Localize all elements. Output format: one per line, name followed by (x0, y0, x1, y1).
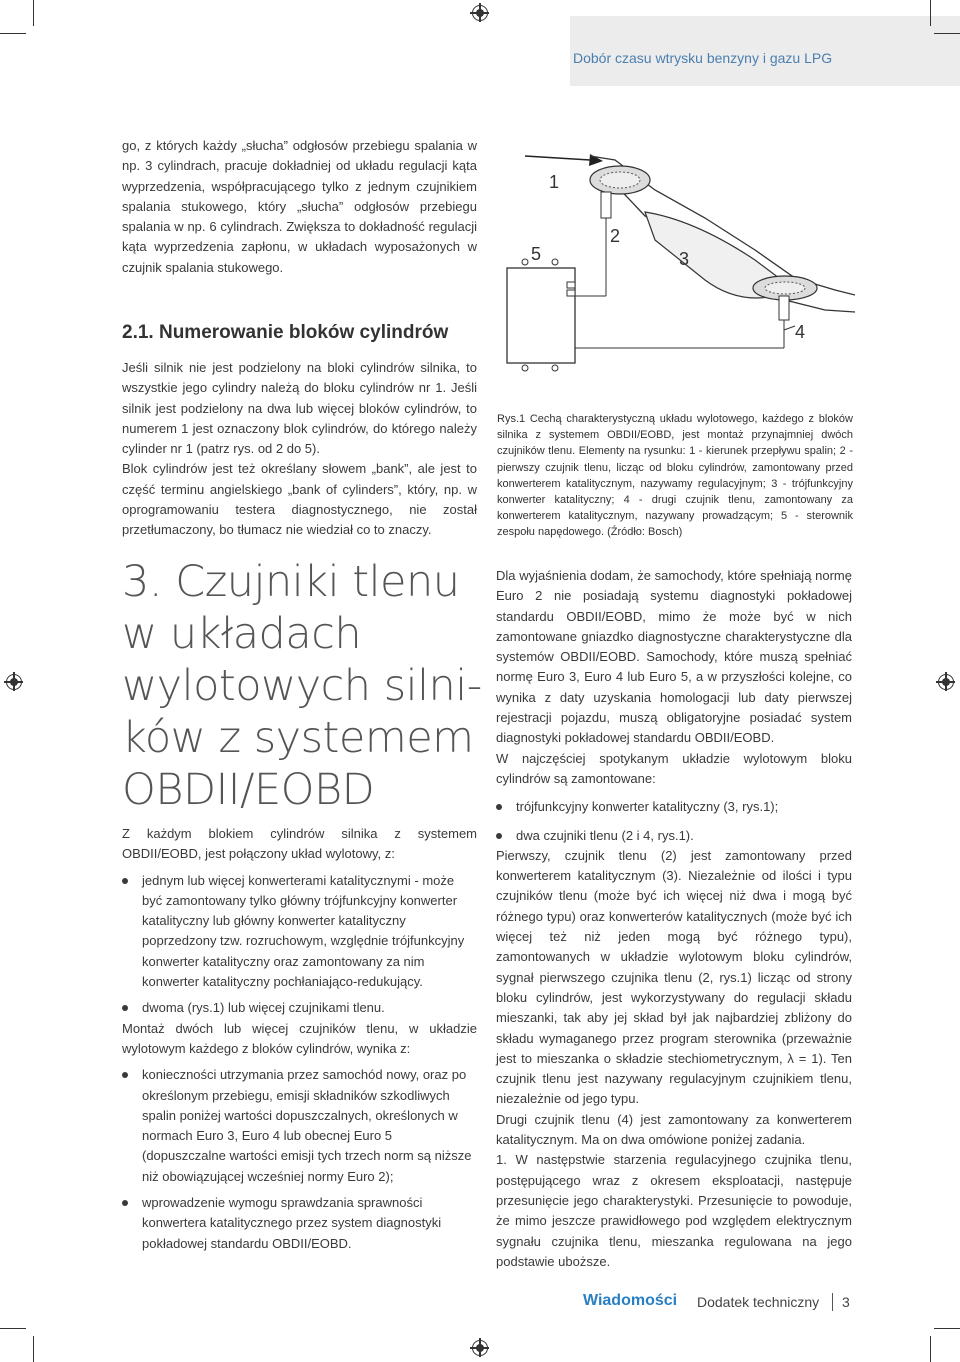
list-text: W następstwie starzenia regulacyjnego czujnika tlenu, postępującego wraz z okresem eksploatacji, następuje przesunięcie jego charakterystyki. Przesunięcie to powoduje, że mimo jeszcze prawidłowego pod względem elektrycznym sygnału czujnika tlenu, mieszanka regulowana na jego podstawie uboższe. (496, 1152, 852, 1269)
exhaust-system-figure (495, 150, 855, 400)
list-item (496, 1150, 852, 1272)
right-paragraph-3: Pierwszy, czujnik tlenu (2) jest zamontowany przed konwerterem katalitycznym (3). Niezależnie od ilości i typu czujników tlenu (może być ich więcej niż dwa i mogą być różnego typu) oraz konwerterów katalitycznych (może być ich więcej też niż jeden mogą być różnego typu), zamontowanych w układzie wylotowym bloku cylindrów, sygnał pierwszego czujnika tlenu (2, rys.1) licząc od strony bloku cylindrów, jest wykorzystywany do regulacji składu mieszanki, tak aby jej skład był jak najbardziej zbliżony do składu wymaganego przez program sterownika (przeważnie jest to mieszanka o składzie stechiometrycznym, λ = 1). Ten czujnik tlenu jest nazywany regulacyjnym czujnikiem tlenu, niezależnie od jego typu. (496, 847, 852, 1107)
sensor-boss-pattern (600, 172, 640, 188)
section-2-1-paragraph-1: Jeśli silnik nie jest podzielony na bloki cylindrów silnika, to wszystkie jego cylindry należą do bloku cylindrów nr 1. Jeśli silnik jest podzielony na dwa lub więcej bloków cylindrów, to numerem 1 jest oznaczony blok cylindrów, do którego należy cylinder nr 1 (patrz rys. od 2 do 5). (122, 360, 477, 457)
registration-mark-icon (472, 5, 488, 21)
crop-mark (934, 1328, 960, 1329)
right-paragraph-2: W najczęściej spotykanym układzie wylotowym bloku cylindrów są zamontowane: (496, 750, 852, 786)
crop-mark (930, 0, 931, 26)
list-number: 1. (496, 1152, 507, 1168)
crop-mark (0, 1328, 26, 1329)
flow-arrow (525, 156, 590, 160)
right-bullets (496, 797, 852, 846)
section-3-title-line: wylotowych silni- (122, 661, 482, 711)
section-2-1-paragraph-2: Blok cylindrów jest też określany słowem „bank”, ale jest to część terminu angielskiego „bank of cylinders”, który, np. w oprogramowaniu testera diagnostycznego, nie został przetłumaczony, bo tłumacz nie wiedział co to znaczy. (122, 461, 477, 538)
section-title-2-1: 2.1. Numerowanie bloków cylindrów (122, 322, 449, 343)
registration-mark-icon (6, 674, 22, 690)
right-paragraph-1: Dla wyjaśnienia dodam, że samochody, które spełniają normę Euro 2 nie posiadają systemu diagnostyki pokładowej standardu OBDII/EOBD, mimo że może być w nich zamontowane gniazdko diagnostyczne charakterystyczne dla systemów OBDII/EOBD. Samochody, które muszą spełniać normę Euro 3, Euro 4 lub Euro 5, a w przyszłości kolejne, co wynika z daty uzyskania homologacji lub daty pierwszej rejestracji pojazdu, muszą obligatoryjne posiadać system diagnostyki pokładowej standardu OBDII/EOBD. (496, 568, 852, 746)
figure-label-4: 4 (795, 322, 806, 342)
section-3-bullets-1 (122, 871, 477, 1019)
crop-mark (0, 33, 26, 34)
footer-brand: Wiadomości (583, 1292, 678, 1309)
figure-caption: Rys.1 Cechą charakterystyczną układu wylotowego, każdego z bloków silnika z systemem OBDII/EOBD, jest montaż przynajmniej dwóch czujników tlenu. Elementy na rysunku: 1 - kierunek przepływu spalin; 2 - pierwszy czujnik tlenu, licząc od bloku cylindrów, zamontowany przed konwerterem katalitycznym, nazywamy regulacyjnym; 3 - trójfunkcyjny konwerter katalityczny; 4 - drugi czujnik tlenu, zamontowany za konwerterem katalitycznym, nazywany prowadzącym; 5 - sterownik zespołu napędowego. (Źródło: Bosch) (497, 413, 853, 539)
list-item: wprowadzenie wymogu sprawdzania sprawności konwertera katalitycznego przez system diagnostyki pokładowej standardu OBDII/EOBD. (122, 1193, 477, 1254)
right-paragraph-4: Drugi czujnik tlenu (4) jest zamontowany za konwerterem katalitycznym. Ma on dwa omówione poniżej zadania. (496, 1111, 852, 1148)
section-3-paragraph-2: Montaż dwóch lub więcej czujników tlenu, w układzie wylotowym każdego z bloków cylindrów, wynika z: (122, 1020, 477, 1056)
right-numbered-list (496, 1150, 852, 1272)
section-3-title-line: w układach (122, 609, 362, 659)
list-item: konieczności utrzymania przez samochód nowy, oraz po określonym przebiegu, emisji składników szkodliwych spalin poniżej wartości dopuszczalnych, określonych w normach Euro 3, Euro 4 lub obecnej Euro 5 (dopuszczalne wartości emisji tych trzech norm są niższe niż obowiązującej wcześniej normy Euro 2); (122, 1065, 477, 1187)
list-item: trójfunkcyjny konwerter katalityczny (3, rys.1); (496, 797, 852, 817)
list-item: jednym lub więcej konwerterami katalitycznymi - może być zamontowany tylko główny trójfunkcyjny konwerter katalityczny lub główny konwerter katalityczny poprzedzony tzw. rozruchowym, względnie trójfunkcyjny konwerter katalityczny oraz zamontowany za nim konwerter katalityczny pochłaniająco-redukujący. (122, 871, 477, 993)
section-3-title (122, 556, 482, 816)
intro-paragraph: go, z których każdy „słucha” odgłosów przebiegu spalania w np. 3 cylindrach, pracuje dokładniej od układu regulacji kąta wyprzedzenia, współpracującego tylko z jednym czujnikiem spalania stukowego, który „słucha” odgłosów przebiegu spalania w np. 6 cylindrach. Zwiększa to dokładność regulacji kąta wyprzedzenia zapłonu, w układach wyposażonych w czujnik spalania stukowego. (122, 138, 477, 275)
figure-label-5: 5 (531, 244, 542, 264)
registration-mark-icon (472, 1340, 488, 1356)
section-3-title-line: 3. Czujniki tlenu (122, 557, 460, 607)
section-3-title-line: ków z systemem (122, 713, 474, 763)
oxygen-sensor-downstream (779, 296, 789, 320)
figure-label-2: 2 (610, 226, 621, 246)
crop-mark (33, 0, 34, 26)
page-number: 3 (842, 1294, 850, 1310)
footer-section: Dodatek techniczny (697, 1294, 820, 1310)
footer-divider (832, 1293, 833, 1311)
figure-label-1: 1 (549, 172, 560, 192)
engine-control-unit (507, 268, 575, 363)
list-item: dwoma (rys.1) lub więcej czujnikami tlenu. (122, 998, 477, 1018)
list-item: dwa czujniki tlenu (2 i 4, rys.1). (496, 826, 852, 846)
crop-mark (930, 1336, 931, 1362)
running-title: Dobór czasu wtrysku benzyny i gazu LPG (573, 50, 833, 66)
oxygen-sensor-upstream (601, 192, 611, 218)
section-3-title-line: OBDII/EOBD (122, 765, 375, 815)
section-3-paragraph-1: Z każdym blokiem cylindrów silnika z systemem OBDII/EOBD, jest połączony układ wylotowy, z: (122, 826, 477, 862)
crop-mark (33, 1336, 34, 1362)
section-3-bullets-2 (122, 1065, 477, 1254)
crop-mark (934, 33, 960, 34)
figure-label-3: 3 (679, 249, 690, 269)
registration-mark-icon (938, 674, 954, 690)
